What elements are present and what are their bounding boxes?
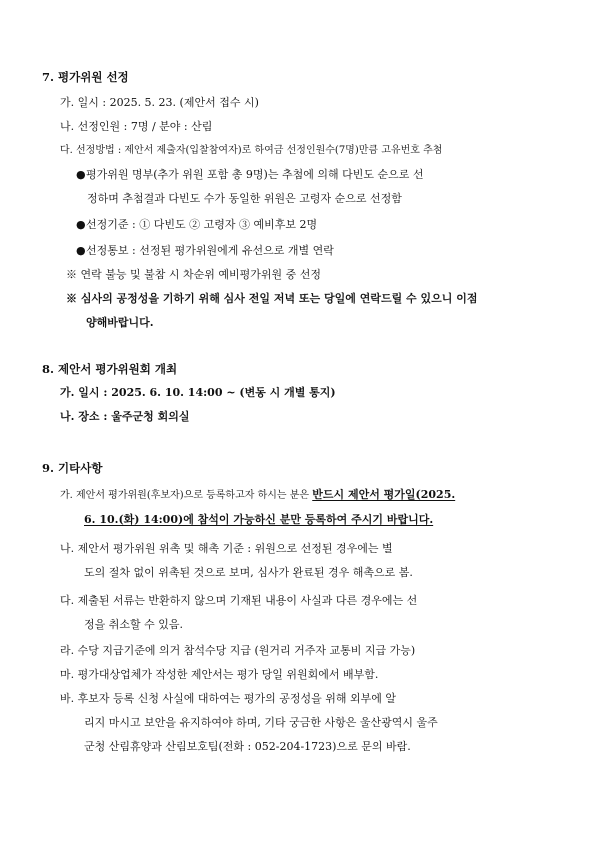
bullet-text: 선정통보 : 선정된 평가위원에게 유선으로 개별 연락 (86, 244, 334, 257)
note-text-emphasis: ※ 심사의 공정성을 기하기 위해 심사 전일 저녁 또는 당일에 연락드릴 수 있으니 이점 (66, 292, 478, 305)
section-7-item-a: 가. 일시 : 2025. 5. 23. (제안서 접수 시) (60, 96, 259, 109)
section-7-item-c: 다. 선정방법 : 제안서 제출자(입찰참여자)로 하여금 선정인원수(7명)만큼 고유번호 추첨 (60, 145, 443, 156)
item-f-continuation: 군청 산림휴양과 산림보호팀(전화 : 052-204-1723)으로 문의 바람. (84, 740, 411, 753)
section-9-item-b: 나. 제안서 평가위원 위촉 및 해촉 기준 : 위원으로 선정된 경우에는 별 (60, 542, 393, 555)
section-8-title: 8. 제안서 평가위원회 개최 (42, 362, 178, 376)
section-9-item-d: 라. 수당 지급기준에 의거 참석수당 지급 (원거리 거주자 교통비 지급 가능) (60, 644, 416, 657)
section-9-item-a (60, 488, 455, 503)
section-7-title: 7. 평가위원 선정 (42, 70, 129, 84)
bullet-continuation: 정하며 추첨결과 다빈도 수가 동일한 위원은 고령자 순으로 선정함 (87, 192, 402, 205)
bullet-item (76, 244, 334, 258)
section-9-item-c: 다. 제출된 서류는 반환하지 않으며 기재된 내용이 사실과 다른 경우에는 선 (60, 594, 418, 607)
note-text-emphasis-continuation: 양해바랍니다. (86, 316, 154, 329)
bullet-icon: ● (76, 218, 86, 231)
section-7-item-b: 나. 선정인원 : 7명 / 분야 : 산림 (60, 120, 213, 133)
item-a-emphasis-continuation: 6. 10.(화) 14:00)에 참석이 가능하신 분만 등록하여 주시기 바랍니다. (84, 513, 434, 526)
section-9-title: 9. 기타사항 (42, 461, 103, 475)
item-a-text: 가. 제안서 평가위원(후보자)으로 등록하고자 하시는 분은 (60, 490, 313, 501)
section-9-item-f: 바. 후보자 등록 신청 사실에 대하여는 평가의 공정성을 위해 외부에 알 (60, 692, 396, 705)
section-8-item-b: 나. 장소 : 울주군청 회의실 (60, 410, 190, 423)
item-f-continuation: 리지 마시고 보안을 유지하여야 하며, 기타 궁금한 사항은 울산광역시 울주 (84, 716, 438, 729)
item-c-continuation: 정을 취소할 수 있음. (84, 618, 183, 631)
bullet-icon: ● (76, 244, 86, 257)
section-9-item-e: 마. 평가대상업체가 작성한 제안서는 평가 당일 위원회에서 배부함. (60, 668, 379, 681)
section-8-item-a: 가. 일시 : 2025. 6. 10. 14:00 ~ (변동 시 개별 통지) (60, 386, 336, 399)
item-a-emphasis: 반드시 제안서 평가일(2025. (312, 488, 456, 501)
bullet-item (76, 218, 317, 232)
bullet-icon: ● (76, 168, 86, 181)
bullet-text: 선정기준 : ① 다빈도 ② 고령자 ③ 예비후보 2명 (86, 218, 318, 231)
item-b-continuation: 도의 절차 없이 위촉된 것으로 보며, 심사가 완료된 경우 해촉으로 봄. (84, 566, 413, 579)
bullet-text: 평가위원 명부(추가 위원 포함 총 9명)는 추첨에 의해 다빈도 순으로 선 (86, 168, 424, 181)
bullet-item (76, 168, 423, 182)
note-text: ※ 연락 불능 및 불참 시 차순위 예비평가위원 중 선정 (66, 268, 321, 281)
